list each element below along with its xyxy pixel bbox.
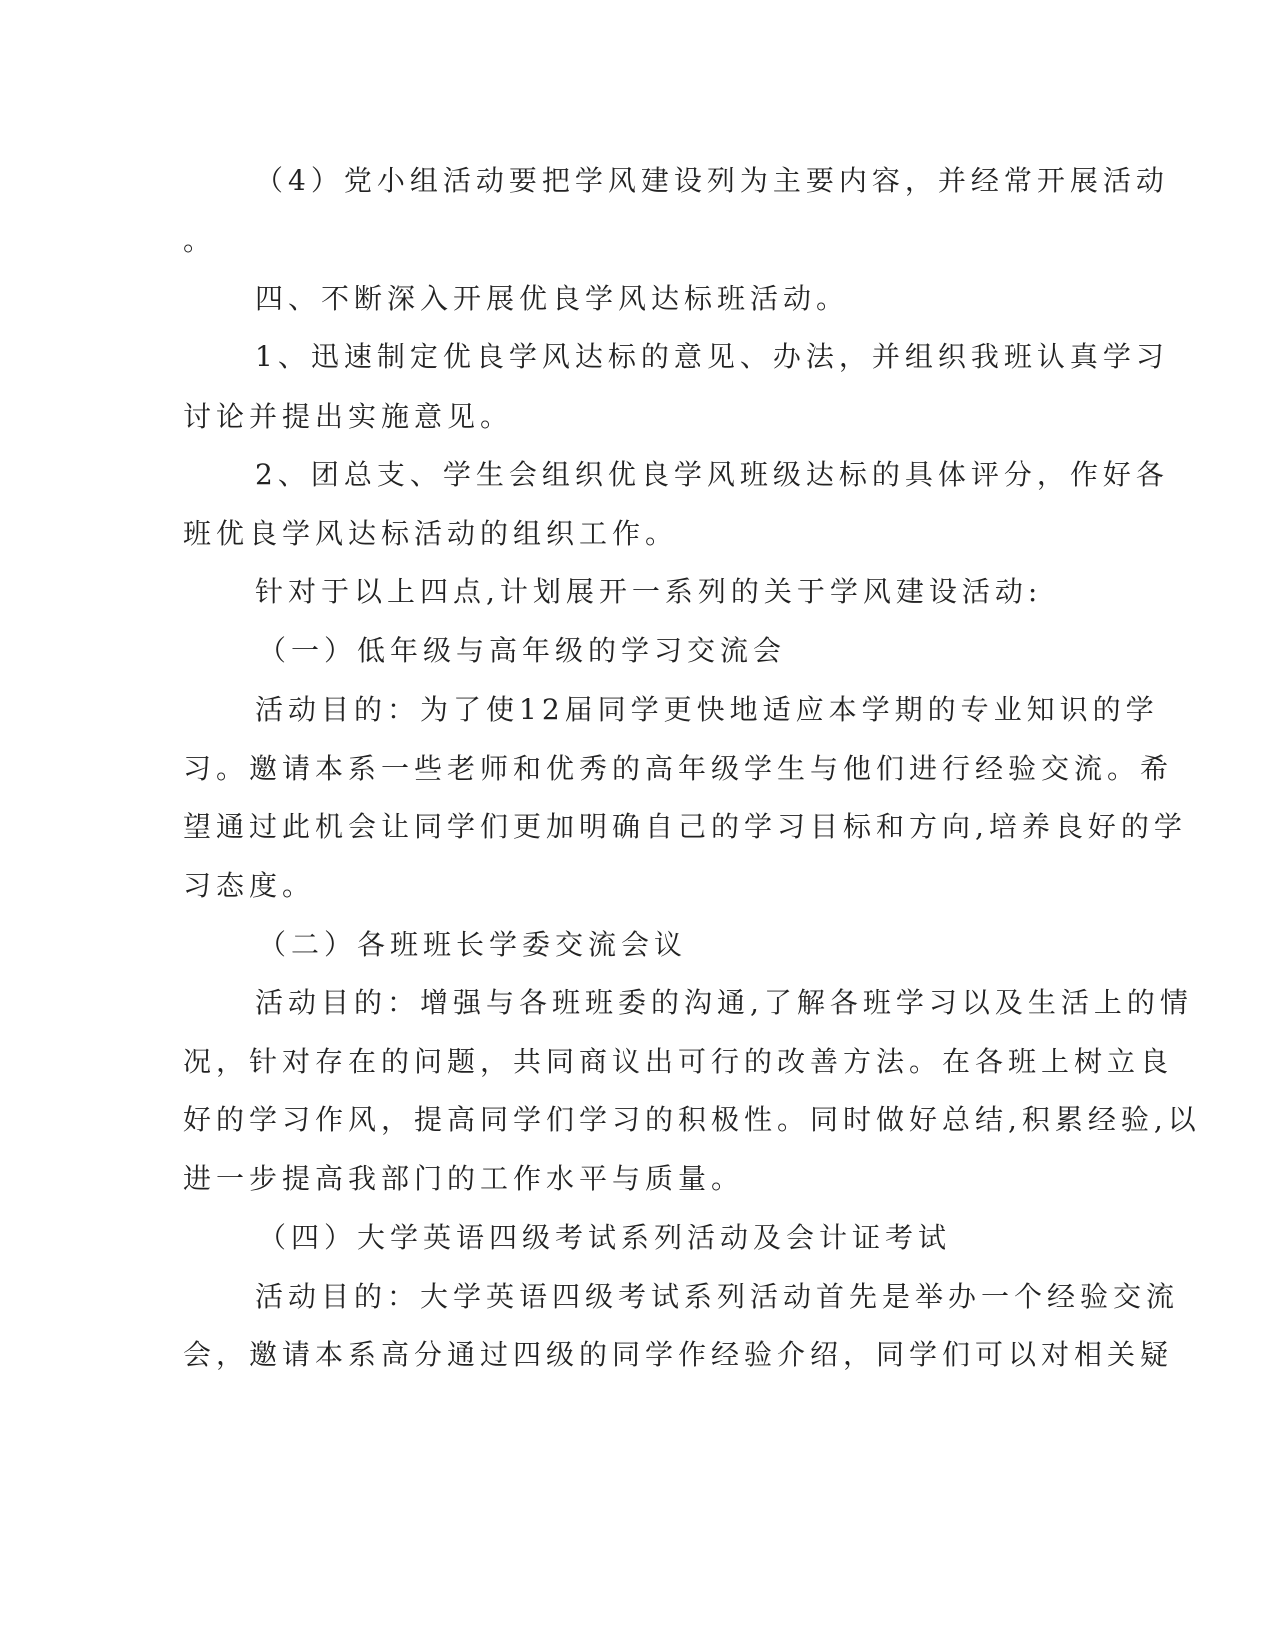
- text-line: 进一步提高我部门的工作水平与质量。: [183, 1162, 745, 1195]
- text-line: 望通过此机会让同学们更加明确自己的学习目标和方向,培养良好的学: [183, 810, 1187, 843]
- section-heading: 四、不断深入开展优良学风达标班活动。: [255, 282, 850, 315]
- text-line: 班优良学风达标活动的组织工作。: [183, 517, 679, 550]
- subsection-heading: （四）大学英语四级考试系列活动及会计证考试: [258, 1221, 952, 1254]
- text-line: 习态度。: [183, 869, 316, 902]
- text-line: 针对于以上四点,计划展开一系列的关于学风建设活动:: [255, 575, 1043, 608]
- text-line: 2、团总支、学生会组织优良学风班级达标的具体评分，作好各: [255, 458, 1169, 491]
- text-line: 活动目的：为了使12届同学更快地适应本学期的专业知识的学: [255, 693, 1159, 726]
- text-line: 活动目的：大学英语四级考试系列活动首先是举办一个经验交流: [255, 1280, 1180, 1313]
- text-line: 会，邀请本系高分通过四级的同学作经验介绍，同学们可以对相关疑: [183, 1338, 1174, 1371]
- text-line: 习。邀请本系一些老师和优秀的高年级学生与他们进行经验交流。希: [183, 752, 1174, 785]
- subsection-heading: （二）各班班长学委交流会议: [258, 928, 688, 961]
- text-line: 好的学习作风，提高同学们学习的积极性。同时做好总结,积累经验,以: [183, 1103, 1201, 1136]
- text-line: 活动目的：增强与各班班委的沟通,了解各班学习以及生活上的情: [255, 986, 1193, 1019]
- text-line: 况，针对存在的问题，共同商议出可行的改善方法。在各班上树立良: [183, 1045, 1174, 1078]
- text-line: 1、迅速制定优良学风达标的意见、办法，并组织我班认真学习: [255, 340, 1169, 373]
- text-line: （4）党小组活动要把学风建设列为主要内容，并经常开展活动: [255, 164, 1169, 197]
- subsection-heading: （一）低年级与高年级的学习交流会: [258, 634, 787, 667]
- text-line: 。: [183, 224, 217, 257]
- text-line: 讨论并提出实施意见。: [183, 400, 514, 433]
